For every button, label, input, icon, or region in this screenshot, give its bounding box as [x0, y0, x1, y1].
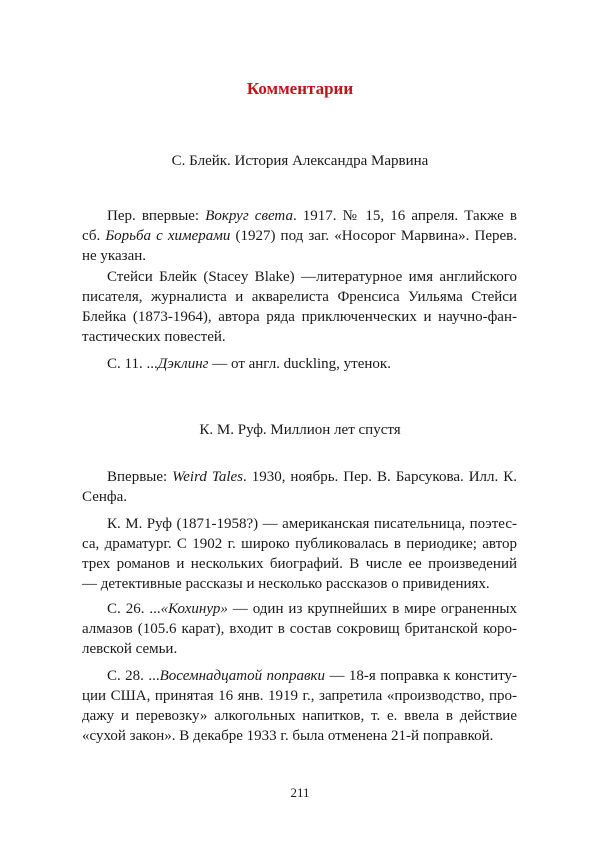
text-segment: ции США, принятая 16 янв. 1919 г., запретила «производство, про- — [82, 688, 517, 704]
page-title: Комментарии — [246, 79, 354, 98]
paragraph-line — [82, 554, 517, 574]
text-segment: Пер. впервые: — [107, 208, 206, 224]
text-segment: тастических повестей. — [82, 329, 226, 345]
text-segment: писателя, журналиста и акварелиста Френсиса Уильяма Стейси — [82, 289, 517, 305]
text-segment: — детективные рассказы и несколько рассказов о привидениях. — [82, 576, 490, 592]
text-segment: — 18-я поправка к конститу- — [325, 668, 517, 684]
text-segment: С. 11. ... — [107, 356, 158, 372]
paragraph-line — [107, 467, 517, 487]
paragraph-line — [82, 574, 517, 594]
text-segment: алмазов (105.6 карат), входит в состав сокровищ британской коро- — [82, 621, 517, 637]
text-segment: Стейси Блейк (Stacey Blake) —литературное имя английского — [107, 269, 517, 285]
text-segment: С. 26. ... — [107, 601, 161, 617]
text-segment: «сухой закон». В декабре 1933 г. была отменена 21-й поправкой. — [82, 728, 494, 744]
italic-title: Дэклинг — [157, 356, 209, 372]
paragraph-line — [82, 327, 517, 347]
italic-title: «Кохинур» — [160, 601, 228, 617]
text-segment: К. М. Руф (1871-1958?) — американская писательница, поэтес- — [107, 516, 517, 532]
paragraph-line — [107, 206, 517, 226]
text-segment: — один из крупнейших в мире ограненных — [227, 601, 517, 617]
paragraph-line — [82, 307, 517, 327]
italic-title: Борьба с химерами — [105, 228, 231, 244]
text-segment: (1927) под заг. «Носорог Марвина». Перев. — [230, 228, 517, 244]
italic-title: Вокруг света — [205, 208, 293, 224]
text-segment: Сенфа. — [82, 489, 127, 505]
page-number: 211 — [290, 785, 310, 800]
paragraph-line — [82, 287, 517, 307]
text-segment: . 1917. № 15, 16 апреля. Также в — [292, 208, 518, 224]
italic-title: Восемнадцатой поправки — [159, 668, 326, 684]
text-segment: . 1930, ноябрь. Пер. В. Барсукова. Илл. К. — [242, 469, 517, 485]
text-segment: левской семьи. — [82, 641, 178, 657]
paragraph-line — [107, 599, 517, 619]
paragraph-line — [82, 639, 517, 659]
paragraph-line — [107, 514, 517, 534]
text-segment: С. 28. ... — [107, 668, 160, 684]
text-segment: трех романов и нескольких биографий. В числе ее произведений — [82, 556, 517, 572]
text-segment: не указан. — [82, 248, 147, 264]
italic-title: Weird Tales — [172, 469, 243, 485]
paragraph-line — [107, 267, 517, 287]
paragraph-line — [107, 666, 517, 686]
paragraph-line — [82, 487, 517, 507]
text-segment: Впервые: — [107, 469, 173, 485]
paragraph-line — [82, 534, 517, 554]
text-segment: сб. — [82, 228, 106, 244]
text-segment: са, драматург. С 1902 г. широко публиковалась в периодике; автор — [82, 536, 517, 552]
section-heading: С. Блейк. История Александра Марвина — [171, 153, 429, 169]
text-segment: Блейка (1873-1964), автора ряда приключенческих и научно-фан- — [82, 309, 517, 325]
text-segment: дажу и перевозку» алкогольных напитков, т. е. ввела в действие — [82, 708, 517, 724]
paragraph-line — [107, 354, 517, 374]
section-heading: К. М. Руф. Миллион лет спустя — [199, 422, 401, 438]
paragraph-line — [82, 726, 517, 746]
paragraph-line — [82, 706, 517, 726]
paragraph-line — [82, 619, 517, 639]
paragraph-line — [82, 686, 517, 706]
text-segment: — от англ. duckling, утенок. — [208, 356, 391, 372]
paragraph-line — [82, 226, 517, 246]
paragraph-line — [82, 246, 517, 266]
